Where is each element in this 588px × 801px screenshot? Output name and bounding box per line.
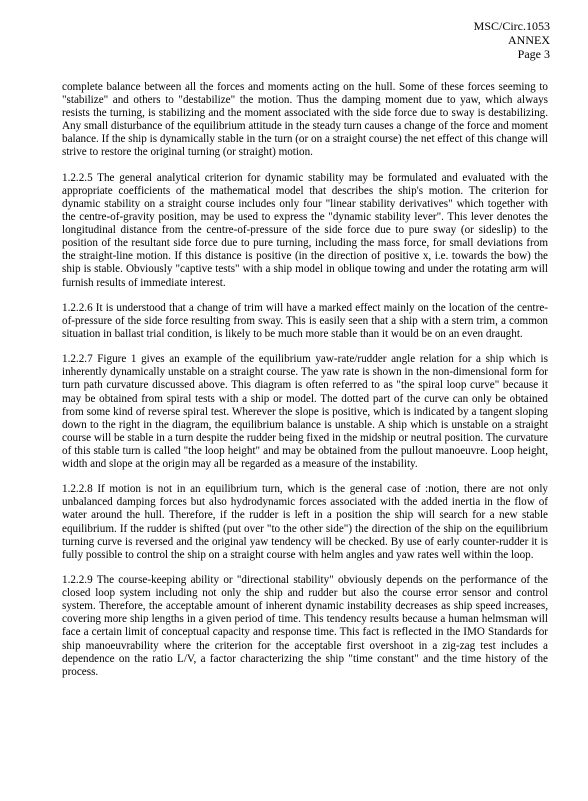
paragraph-1-2-2-6: 1.2.2.6 It is understood that a change of trim will have a marked effect mainly on the location of the centre-of-pressure of the side force resulting from sway. This is easily seen that a ship with a stern trim, a common situation in ballast trial condition, is likely to be much more stable than it would be on an even draught.	[62, 301, 548, 340]
document-reference: MSC/Circ.1053	[473, 19, 550, 33]
page-number: Page 3	[517, 46, 550, 61]
page-header	[474, 20, 550, 61]
paragraph-1-2-2-8: 1.2.2.8 If motion is not in an equilibrium turn, which is the general case of :notion, there are not only unbalanced damping forces but also hydrodynamic forces associated with the added inertia in the flow of water around the hull. Therefore, if the rudder is left in a position the ship will search for a new stable equilibrium. If the rudder is shifted (put over "to the other side") the direction of the ship on the equilibrium turning curve is reversed and the original yaw tendency will be checked. By use of early counter-rudder it is fully possible to control the ship on a straight course with helm angles and yaw rates well within the loop.	[62, 483, 548, 561]
paragraph-1-2-2-9: 1.2.2.9 The course-keeping ability or "directional stability" obviously depends on the performance of the closed loop system including not only the ship and rudder but also the course error sensor and control system. Therefore, the acceptable amount of inherent dynamic instability decreases as ship speed increases, covering more ship lengths in a given period of time. This tendency results because a human helmsman will face a certain limit of conceptual capacity and response time. This fact is reflected in the IMO Standards for ship manoeuvrability where the criterion for the acceptable first overshoot in a zig-zag test includes a dependence on the ratio L/V, a factor characterizing the ship "time constant" and the time history of the process.	[62, 574, 548, 678]
annex-label: ANNEX	[508, 32, 550, 47]
document-body	[62, 81, 548, 679]
paragraph-continuation: complete balance between all the forces and moments acting on the hull. Some of these forces seeming to "stabilize" and others to "destabilize" the motion. Thus the damping moment due to yaw, which always resists the turning, is stabilizing and the moment associated with the side force due to sway is destabilizing. Any small disturbance of the equilibrium attitude in the steady turn causes a change of the force and moment balance. If the ship is dynamically stable in the turn (or on a straight course) the net effect of this change will strive to restore the original turning (or straight) motion.	[62, 81, 548, 159]
paragraph-1-2-2-5: 1.2.2.5 The general analytical criterion for dynamic stability may be formulated and evaluated with the appropriate coefficients of the mathematical model that describes the ship's motion. The criterion for dynamic stability on a straight course includes only four "linear stability derivatives" which together with the centre-of-gravity position, may be used to express the "dynamic stability lever". This lever denotes the longitudinal distance from the centre-of-pressure of the side force due to pure sway (or sideslip) to the position of the resultant side force due to pure turning, including the mass force, for small deviations from the straight-line motion. If this distance is positive (in the direction of positive x, i.e. towards the bow) the ship is stable. Obviously "captive tests" with a ship model in oblique towing and under the rotating arm will furnish results of immediate interest.	[62, 171, 548, 289]
paragraph-1-2-2-7: 1.2.2.7 Figure 1 gives an example of the equilibrium yaw-rate/rudder angle relation for a ship which is inherently dynamically unstable on a straight course. The yaw rate is shown in the non-dimensional form for turn path curvature discussed above. This diagram is often referred to as "the spiral loop curve" because it may be obtained from spiral tests with a ship or model. The dotted part of the curve can only be obtained from some kind of reverse spiral test. Wherever the slope is positive, which is indicated by a tangent sloping down to the right in the diagram, the equilibrium balance is unstable. A ship which is unstable on a straight course will be stable in a turn despite the rudder being fixed in the midship or neutral position. The curvature of this stable turn is called "the loop height" and may be obtained from the pullout manoeuvre. Loop height, width and slope at the origin may all be regarded as a measure of the instability.	[62, 353, 548, 470]
